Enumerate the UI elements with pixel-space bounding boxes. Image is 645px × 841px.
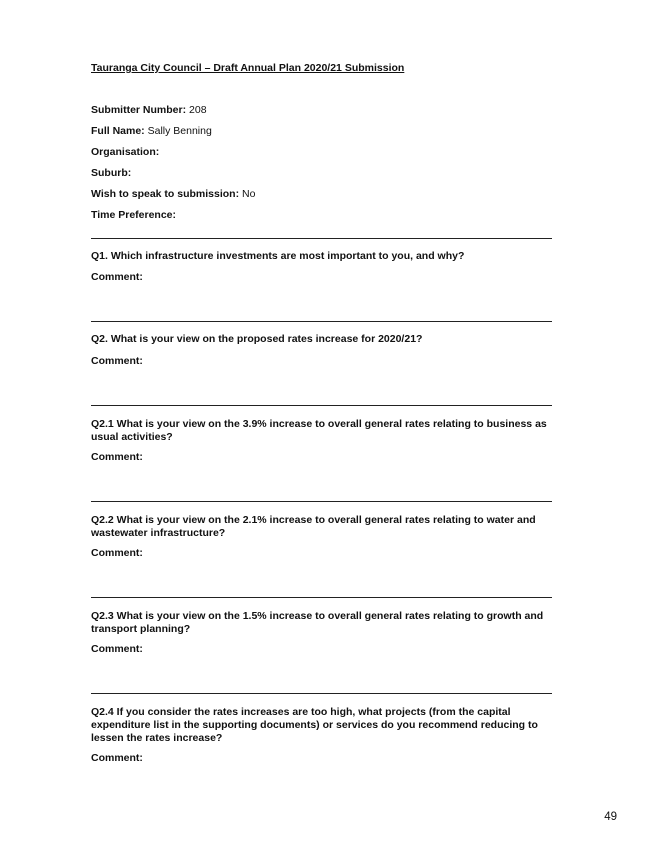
question-q2-2: Q2.2 What is your view on the 2.1% increase to overall general rates relating to water and wastewater infrastructure? — [91, 514, 536, 539]
submitter-number-value: 208 — [186, 104, 207, 116]
full-name-value: Sally Benning — [144, 125, 212, 137]
suburb-label: Suburb: — [91, 167, 132, 179]
comment-label-q2-1: Comment: — [91, 451, 143, 463]
submitter-number-field — [91, 104, 207, 116]
comment-label-q2-4: Comment: — [91, 752, 143, 764]
comment-label-q2: Comment: — [91, 355, 143, 367]
question-q2: Q2. What is your view on the proposed rates increase for 2020/21? — [91, 333, 423, 345]
comment-label-q2-3: Comment: — [91, 643, 143, 655]
section-divider — [91, 597, 552, 598]
full-name-field — [91, 125, 212, 137]
section-divider — [91, 501, 552, 502]
page-number: 49 — [604, 811, 617, 823]
comment-label-q1: Comment: — [91, 271, 143, 283]
question-q1: Q1. Which infrastructure investments are most important to you, and why? — [91, 250, 465, 262]
organisation-field — [91, 146, 159, 158]
time-preference-label: Time Preference: — [91, 209, 177, 221]
wish-to-speak-value: No — [239, 188, 256, 200]
question-q2-3: Q2.3 What is your view on the 1.5% increase to overall general rates relating to growth and transport planning? — [91, 610, 544, 635]
suburb-field — [91, 167, 131, 179]
section-divider — [91, 321, 552, 322]
section-divider — [91, 405, 552, 406]
time-preference-field — [91, 209, 176, 221]
question-q2-1: Q2.1 What is your view on the 3.9% increase to overall general rates relating to business as usual activities? — [91, 418, 547, 443]
section-divider — [91, 693, 552, 694]
wish-to-speak-field — [91, 188, 255, 200]
question-q2-4: Q2.4 If you consider the rates increases are too high, what projects (from the capital expenditure list in the supporting documents) or services do you recommend reducing to lessen the rates increase? — [91, 706, 538, 744]
section-divider — [91, 238, 552, 239]
wish-to-speak-label: Wish to speak to submission: — [91, 188, 240, 200]
document-title: Tauranga City Council – Draft Annual Plan 2020/21 Submission — [91, 62, 405, 74]
full-name-label: Full Name: — [91, 125, 145, 137]
comment-label-q2-2: Comment: — [91, 547, 143, 559]
submitter-number-label: Submitter Number: — [91, 104, 187, 116]
organisation-label: Organisation: — [91, 146, 160, 158]
